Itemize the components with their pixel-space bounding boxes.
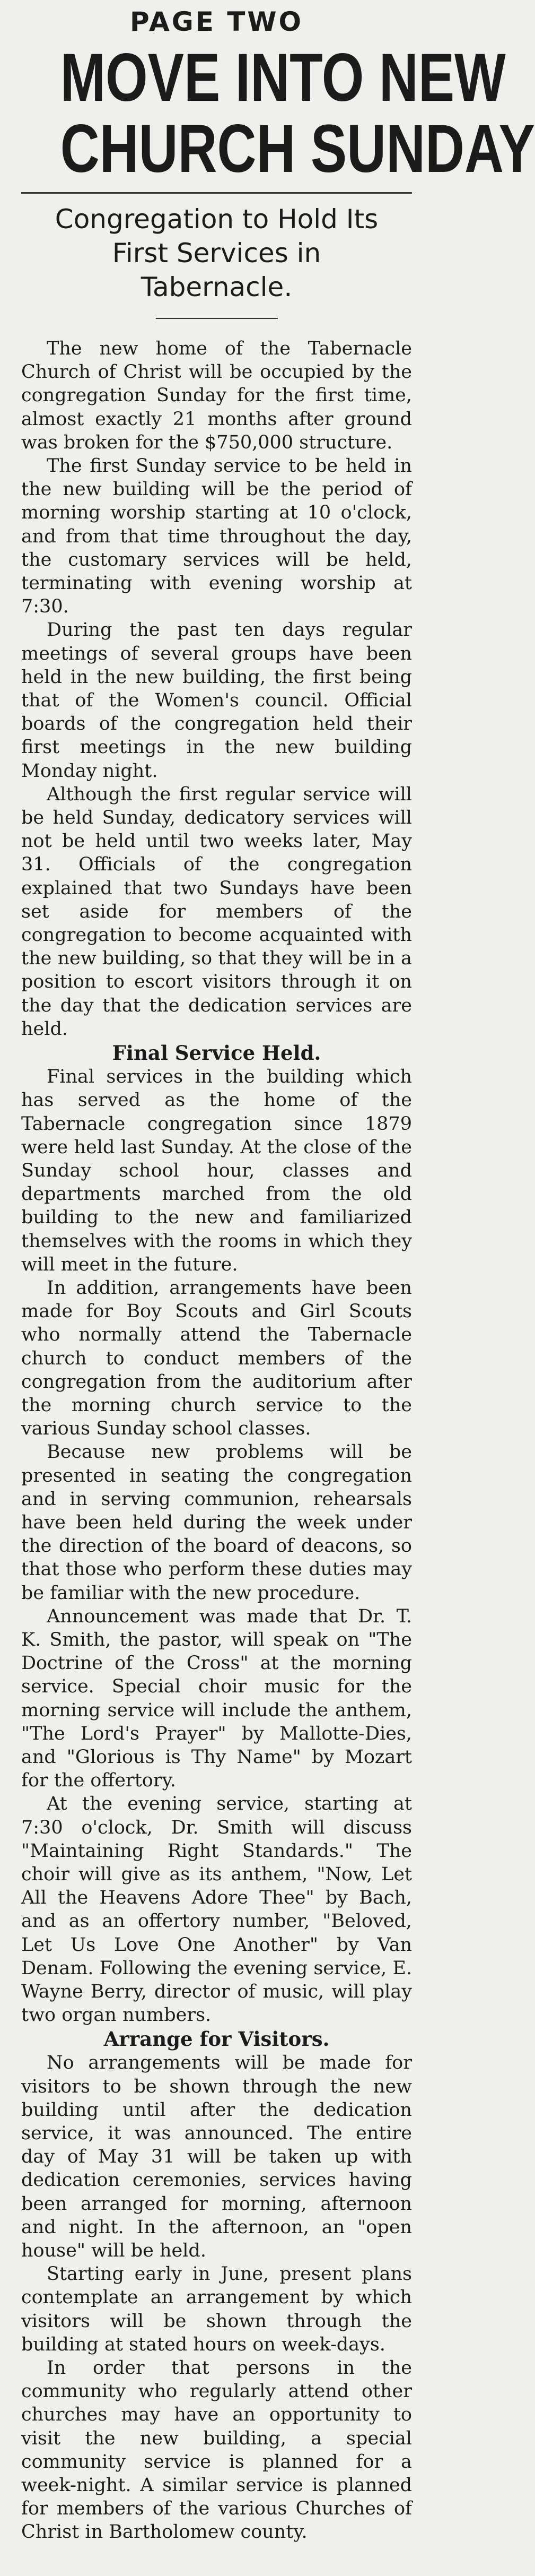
- paragraph: During the past ten days regular meetings of several groups have been held in the new building, the first being that of the Women's council. Official boards of the congregation held their first meetings in the new building Monday night.: [21, 619, 412, 782]
- subheadline: Congregation to Hold Its First Services in Tabernacle.: [55, 204, 379, 302]
- paragraph: Starting early in June, present plans contemplate an arrangement by which visitors will be shown through the building at stated hours on week-days.: [21, 2263, 412, 2355]
- paragraph: Final services in the building which has served as the home of the Tabernacle congregation since 1879 were held last Sunday. At the close of the Sunday school hour, classes and departments marched from the old building to the new and familiarized themselves with the rooms in which they will meet in the future.: [21, 1066, 412, 1275]
- headline: [21, 40, 535, 187]
- paragraph: The first Sunday service to be held in the new building will be the period of morning worship starting at 10 o'clock, and from that time throughout the day, the customary services will be held, terminating with evening worship at 7:30.: [21, 455, 412, 618]
- headline-line-1: MOVE INTO NEW: [60, 40, 506, 116]
- section-heading-arrange-visitors: Arrange for Visitors.: [103, 2027, 330, 2051]
- article-body: [21, 337, 412, 2544]
- paragraph: The new home of the Tabernacle Church of Christ will be occupied by the congregation Sunday for the first time, almost exactly 21 months after ground was broken for the $750,000 structure.: [21, 338, 412, 453]
- headline-line-2: CHURCH SUNDAY: [60, 111, 535, 187]
- paragraph: Because new problems will be presented in seating the congregation and in serving communion, rehearsals have been held during the week under the direction of the board of deacons, so that those who perform these duties may be familiar with the new procedure.: [21, 1441, 412, 1604]
- paragraph: In order that persons in the community who regularly attend other churches may have an opportunity to visit the new building, a special community service is planned for a week-night. A similar service is planned for members of the various Churches of Christ in Bartholomew county.: [21, 2357, 412, 2543]
- headline-rule: [21, 192, 412, 194]
- section-heading-final-service: Final Service Held.: [112, 1041, 321, 1065]
- paragraph: No arrangements will be made for visitors to be shown through the new building until after the dedication service, it was announced. The entire day of May 31 will be taken up with dedication ceremonies, services having been arranged for morning, afternoon and night. In the afternoon, an "open house" will be held.: [21, 2052, 412, 2262]
- page-label: PAGE TWO: [129, 6, 304, 37]
- subhead-rule: [156, 318, 278, 319]
- paragraph: Announcement was made that Dr. T. K. Smith, the pastor, will speak on "The Doctrine of the Cross" at the morning service. Special choir music for the morning service will include the anthem, "The Lord's Prayer" by Mallotte-Dies, and "Glorious is Thy Name" by Mozart for the offertory.: [21, 1605, 412, 1792]
- paragraph: Although the first regular service will be held Sunday, dedicatory services will not be held until two weeks later, May 31. Officials of the congregation explained that two Sundays have been set aside for members of the congregation to become acquainted with the new building, so that they will be in a position to escort visitors through it on the day that the dedication services are held.: [21, 783, 412, 1040]
- paragraph: In addition, arrangements have been made for Boy Scouts and Girl Scouts who normally attend the Tabernacle church to conduct members of the congregation from the auditorium after the morning church service to the various Sunday school classes.: [21, 1277, 412, 1440]
- paragraph: At the evening service, starting at 7:30 o'clock, Dr. Smith will discuss "Maintaining Right Standards." The choir will give as its anthem, "Now, Let All the Heavens Adore Thee" by Bach, and as an offertory number, "Beloved, Let Us Love One Another" by Van Denam. Following the evening service, E. Wayne Berry, director of music, will play two organ numbers.: [21, 1793, 412, 2026]
